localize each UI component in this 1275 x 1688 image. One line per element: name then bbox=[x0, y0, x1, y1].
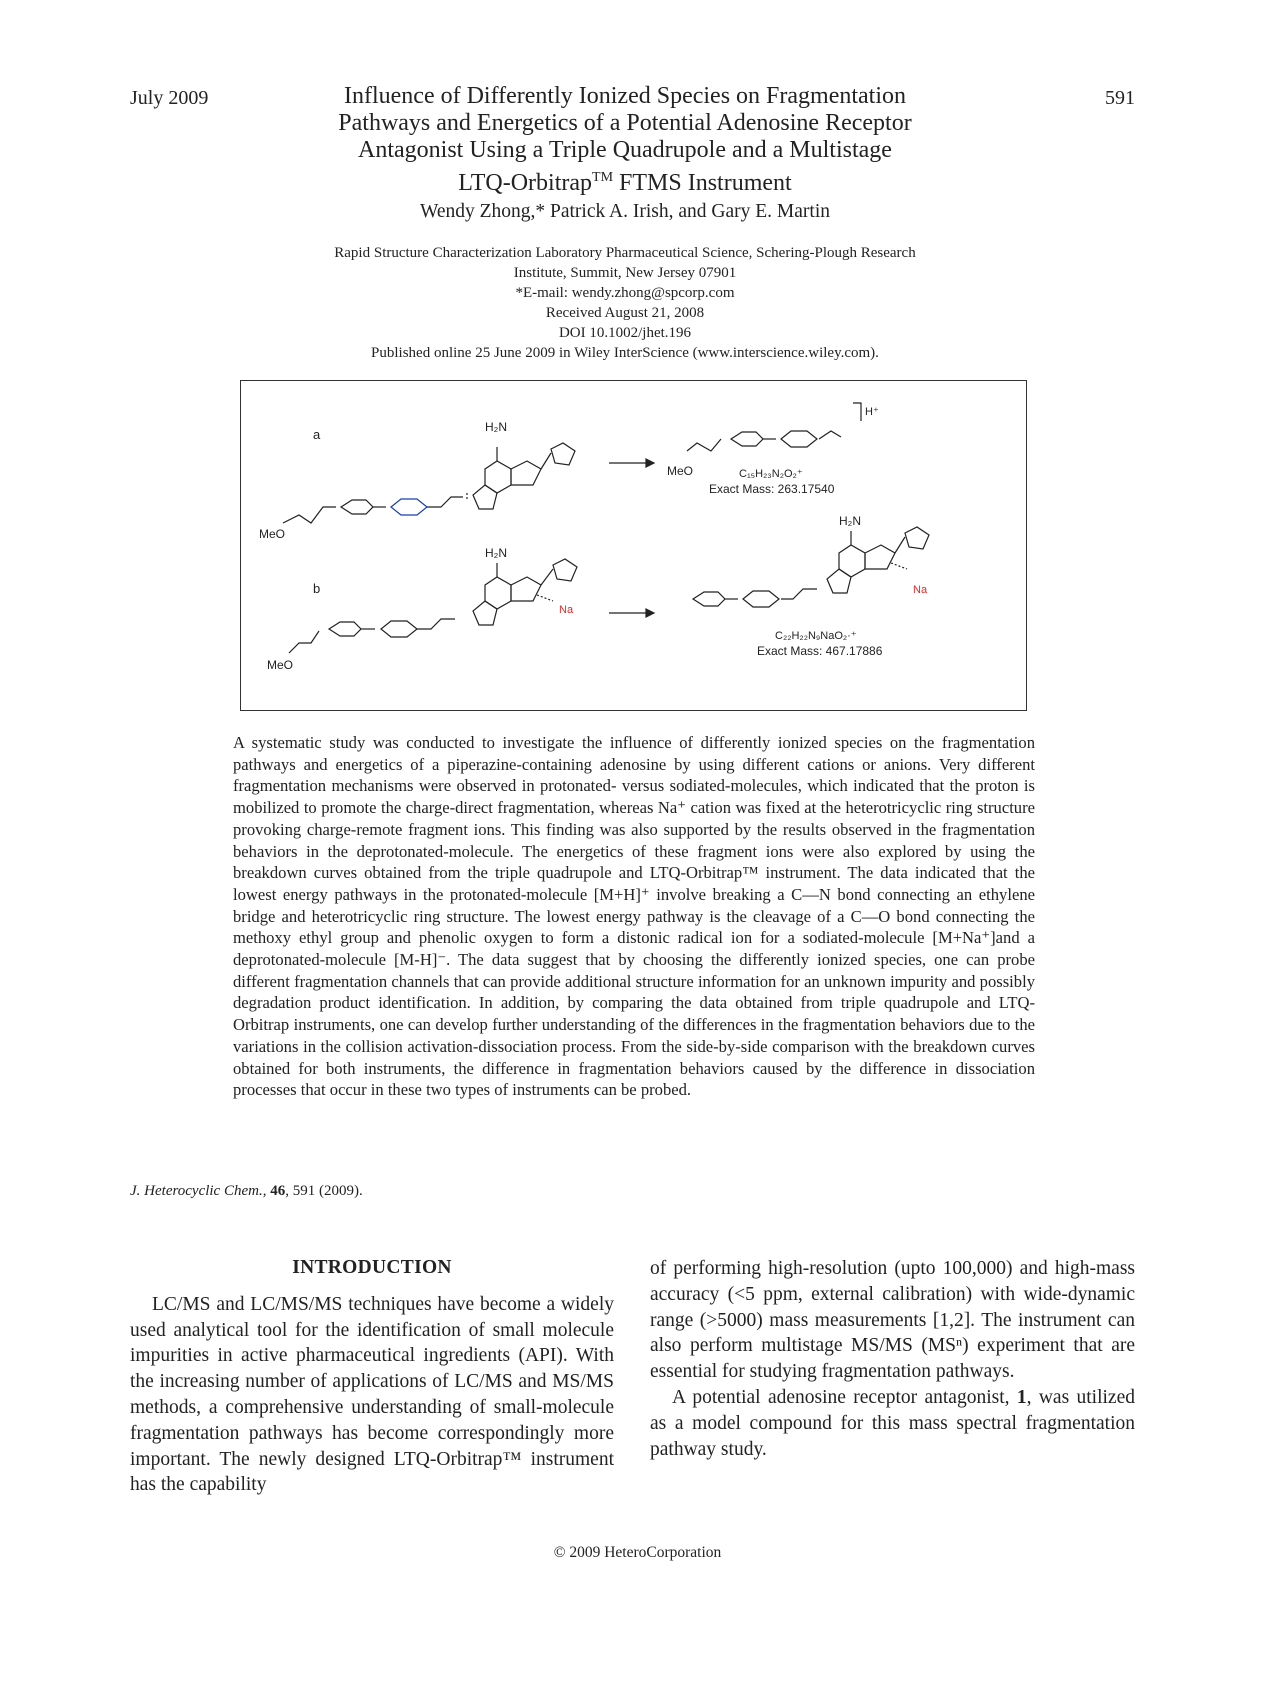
copyright-notice: © 2009 HeteroCorporation bbox=[553, 1544, 722, 1561]
sodium-label: Na bbox=[559, 604, 574, 616]
affiliation-line: Institute, Summit, New Jersey 07901 bbox=[513, 265, 737, 281]
methoxy-label-b: MeO bbox=[267, 658, 294, 672]
reaction-label-a: a bbox=[313, 427, 321, 442]
methoxy-label-a: MeO bbox=[259, 527, 286, 541]
introduction-right-column bbox=[650, 1256, 1135, 1462]
section-heading: INTRODUCTION bbox=[292, 1257, 452, 1278]
affiliation-line: Rapid Structure Characterization Laboratory Pharmaceutical Science, Schering-Plough Research bbox=[334, 245, 916, 261]
title-line: Influence of Differently Ionized Species on Fragmentation bbox=[343, 83, 907, 109]
published-online: Published online 25 June 2009 in Wiley InterScience (www.interscience.wiley.com). bbox=[371, 345, 879, 361]
page-number: 591 bbox=[1105, 87, 1135, 109]
product-formula-a: C₁₅H₂₃N₂O₂⁺ bbox=[739, 468, 803, 480]
email-line: *E-mail: wendy.zhong@spcorp.com bbox=[515, 285, 735, 301]
exact-mass-b: Exact Mass: 467.17886 bbox=[757, 644, 883, 658]
abstract: A systematic study was conducted to investigate the influence of differently ionized species on the fragmentation pathways and energetics of a piperazine-containing adenosine by using different cations or anions. Very different fragmentation mechanisms were observed in protonated- versus sodiated-molecules, which indicated that the proton is mobilized to promote the charge-direct fragmentation, whereas Na⁺ cation was fixed at the heterotricyclic ring structure provoking charge-remote fragment ions. This finding was also supported by the results observed in the fragmentation behaviors in the deprotonated-molecule. The energetics of these fragment ions were also explored by using the breakdown curves obtained from the triple quadrupole and LTQ-Orbitrap™ instrument. The data indicated that the lowest energy pathways in the protonated-molecule [M+H]⁺ involve breaking a C—N bond connecting an ethylene bridge and heterotricyclic ring structure. The lowest energy pathway is the cleavage of a C—O bond connecting the methoxy ethyl group and phenolic oxygen to form a distonic radical ion for a sodiated-molecule [M+Na⁺]and a deprotonated-molecule [M-H]⁻. The data suggest that by choosing the differently ionized species, one can probe different fragmentation channels that can provide additional structure information for an unknown impurity and possibly degradation product identification. In addition, by comparing the data obtained from triple quadrupole and LTQ-Orbitrap instruments, one can develop further understanding of the differences in the fragmentation behaviors due to the variations in the collision activation-dissociation process. From the side-by-side comparison with the breakdown curves obtained for both instruments, the difference in fragmentation behaviors caused by the difference in dissociation processes that occur in these two types of instruments can be probed. bbox=[233, 733, 1035, 1100]
intro-paragraph: A potential adenosine receptor antagonist, 1, was utilized as a model compound for this mass spectral fragmentation pathway study. bbox=[650, 1386, 1135, 1460]
methoxy-label-product-a: MeO bbox=[667, 464, 694, 478]
doi: DOI 10.1002/jhet.196 bbox=[558, 325, 692, 341]
author-list: Wendy Zhong,* Patrick A. Irish, and Gary E. Martin bbox=[419, 201, 830, 222]
product-formula-b: C₂₂H₂₂N₉NaO₂·⁺ bbox=[775, 630, 857, 642]
title-line: Pathways and Energetics of a Potential Adenosine Receptor bbox=[338, 110, 912, 136]
running-header-date: July 2009 bbox=[130, 87, 209, 109]
sodium-label-product: Na bbox=[913, 584, 928, 596]
fragmentation-scheme bbox=[241, 381, 1028, 712]
proton-label: H⁺ bbox=[865, 406, 879, 418]
affiliation-block bbox=[230, 243, 1020, 363]
intro-paragraph: LC/MS and LC/MS/MS techniques have become a widely used analytical tool for the identification of small molecule impurities in active pharmaceutical ingredients (API). With the increasing number of applications of LC/MS and MS/MS methods, a comprehensive understanding of small-molecule fragmentation pathways has become correspondingly more important. The newly designed LTQ-Orbitrap™ instrument has the capability bbox=[130, 1293, 614, 1496]
amine-label-b: H₂N bbox=[485, 546, 507, 560]
graphical-abstract-figure bbox=[240, 380, 1027, 711]
introduction-left-column bbox=[130, 1255, 614, 1498]
intro-paragraph-continued: of performing high-resolution (upto 100,000) and high-mass accuracy (<5 ppm, external calibration) with wide-dynamic range (>5000) mass measurements [1,2]. The instrument can also perform multistage MS/MS (MSⁿ) experiment that are essential for studying fragmentation pathways. bbox=[650, 1258, 1135, 1383]
reaction-label-b: b bbox=[313, 581, 321, 596]
title-line: Antagonist Using a Triple Quadrupole and a Multistage bbox=[358, 137, 892, 163]
amine-label-product-b: H₂N bbox=[839, 514, 861, 528]
received-date: Received August 21, 2008 bbox=[545, 305, 705, 321]
title-line: LTQ-Orbitrap™ FTMS Instrument bbox=[458, 170, 792, 196]
amine-label-a: H₂N bbox=[485, 420, 507, 434]
exact-mass-a: Exact Mass: 263.17540 bbox=[709, 482, 835, 496]
article-title bbox=[280, 83, 970, 197]
journal-citation: J. Heterocyclic Chem., 46, 591 (2009). bbox=[130, 1183, 363, 1199]
